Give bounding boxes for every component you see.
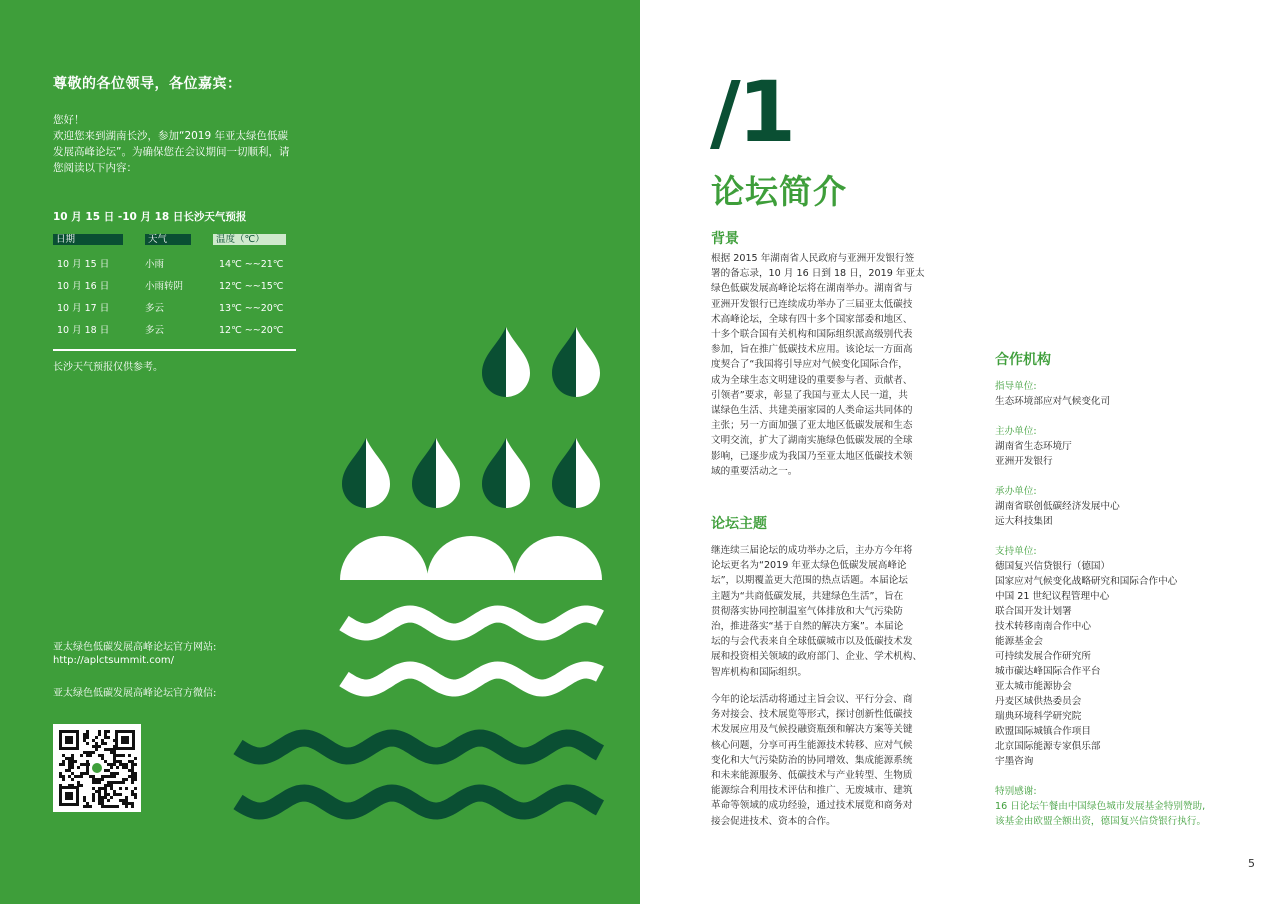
spacer <box>995 529 1245 544</box>
text-line: 丹麦区域供热委员会 <box>995 696 1082 707</box>
text-line: 治，推进落实“基于自然的解决方案”。本届论 <box>711 621 904 633</box>
text-line: 今年的论坛活动将通过主旨会议、平行分会、商 <box>711 694 913 705</box>
partner-group-label: 支持单位: <box>995 546 1037 557</box>
row-temp: 13℃ ~~20℃ <box>219 303 284 314</box>
wave-icon <box>238 793 600 811</box>
intro-line: 欢迎您来到湖南长沙，参加“2019 年亚太绿色低碳 <box>53 130 288 142</box>
text-line: 引领者”要求，彰显了我国与亚太人民一道，共 <box>711 389 908 401</box>
wechat-label: 亚太绿色低碳发展高峰论坛官方微信: <box>53 688 217 699</box>
greeting-title: 尊敬的各位领导，各位嘉宾： <box>53 76 242 92</box>
text-line: 和未来能源服务、低碳技术与产业转型、生物质 <box>711 770 913 782</box>
row-date: 10 月 15 日 <box>57 259 110 270</box>
text-line: 度契合了“我国将引导应对气候变化国际合作， <box>711 359 908 371</box>
partners-heading: 合作机构 <box>995 352 1051 368</box>
page-number: 5 <box>1248 857 1255 870</box>
text-line: 文明交流，扩大了湖南实施绿色低碳发展的全球 <box>711 435 913 447</box>
text-line: 中国 21 世纪议程管理中心 <box>995 591 1110 602</box>
text-line: 主题为“共商低碳发展，共建绿色生活”，旨在 <box>711 590 904 602</box>
partner-group-label: 承办单位: <box>995 486 1037 497</box>
text-line: 变化和大气污染防治的协同增效、集成能源系统 <box>711 754 913 766</box>
text-line: 主张；另一方面加强了亚太地区低碳发展和生态 <box>711 420 913 432</box>
theme-heading: 论坛主题 <box>711 516 767 532</box>
text-line: 瑞典环境科学研究院 <box>995 711 1082 722</box>
wave-icon <box>238 738 600 756</box>
right-page <box>640 0 1280 904</box>
text-line: 宇墨咨询 <box>995 756 1034 767</box>
text-line: 展和投资相关领域的政府部门、企业、学术机构、 <box>711 651 923 663</box>
text-line: 术高峰论坛，全球有四十多个国家部委和地区、 <box>711 313 913 325</box>
spacer <box>995 409 1245 424</box>
text-line: 继连续三届论坛的成功举办之后，主办方今年将 <box>711 545 913 556</box>
text-line: 根据 2015 年湖南省人民政府与亚洲开发银行签 <box>711 253 915 264</box>
text-line: 远大科技集团 <box>995 516 1053 527</box>
partner-group-label: 指导单位: <box>995 381 1037 392</box>
text-line: 坛的与会代表来自全球低碳城市以及低碳技术发 <box>711 636 913 648</box>
text-line: 联合国开发计划署 <box>995 606 1072 617</box>
water-drop-icon <box>412 438 460 508</box>
intro-line: 发展高峰论坛”。为确保您在会议期间一切顺利，请 <box>53 146 290 158</box>
text-line: 亚洲开发银行已连续成功举办了三届亚太低碳技 <box>711 298 913 310</box>
text-line: 技术转移南南合作中心 <box>995 621 1091 632</box>
water-drop-icon <box>552 327 600 397</box>
background-heading: 背景 <box>711 231 739 247</box>
header-weather: 天气 <box>145 234 191 245</box>
row-weather: 小雨转阴 <box>145 281 184 292</box>
water-drop-icon <box>552 438 600 508</box>
weather-note: 长沙天气预报仅供参考。 <box>53 362 163 373</box>
theme-paragraph-2 <box>711 692 937 829</box>
text-line: 能源综合利用技术评估和推广、无废城市、建筑 <box>711 785 913 797</box>
row-date: 10 月 16 日 <box>57 281 110 292</box>
partner-group-label: 主办单位: <box>995 426 1037 437</box>
text-line: 革命等领域的成功经验，通过技术展览和商务对 <box>711 800 913 812</box>
website-url[interactable]: http://aplctsummit.com/ <box>53 655 174 666</box>
text-line: 德国复兴信贷银行（德国） <box>995 561 1111 572</box>
text-line: 接会促进技术、资本的合作。 <box>711 815 836 827</box>
text-line: 术发展应用及气候投融资瓶颈和解决方案等关键 <box>711 724 913 736</box>
text-line: 湖南省联创低碳经济发展中心 <box>995 501 1120 512</box>
header-temp: 温度（℃） <box>213 234 286 245</box>
wave-icon <box>344 614 600 632</box>
text-line: 亚太城市能源协会 <box>995 681 1072 692</box>
text-line: 成为全球生态文明建设的重要参与者、贡献者、 <box>711 374 913 386</box>
text-line: 亚洲开发银行 <box>995 456 1053 467</box>
row-weather: 小雨 <box>145 259 165 270</box>
spacer <box>995 469 1245 484</box>
partner-group-label: 特别感谢: <box>995 786 1037 797</box>
text-line: 生态环境部应对气候变化司 <box>995 396 1111 407</box>
text-line: 论坛更名为“2019 年亚太绿色低碳发展高峰论 <box>711 560 907 572</box>
text-line: 国家应对气候变化战略研究和国际合作中心 <box>995 576 1178 587</box>
text-line: 城市碳达峰国际合作平台 <box>995 666 1101 677</box>
text-line: 欧盟国际城镇合作项目 <box>995 726 1091 737</box>
text-line: 可持续发展合作研究所 <box>995 651 1091 662</box>
text-line: 坛”，以期覆盖更大范围的热点话题。本届论坛 <box>711 575 908 587</box>
intro-line: 您阅读以下内容： <box>53 162 137 174</box>
text-line: 北京国际能源专家俱乐部 <box>995 741 1101 752</box>
text-line: 参加，旨在推广低碳技术应用。该论坛一方面高 <box>711 344 913 356</box>
header-date: 日期 <box>53 234 123 245</box>
section-title: 论坛简介 <box>711 172 847 211</box>
semicircles-icon <box>340 536 602 624</box>
text-line: 十多个联合国有关机构和国际组织派高级别代表 <box>711 329 913 341</box>
wave-icon <box>344 670 600 688</box>
row-date: 10 月 17 日 <box>57 303 110 314</box>
water-drop-icon <box>482 327 530 397</box>
text-line: 贯彻落实协同控制温室气体排放和大气污染防 <box>711 605 903 617</box>
text-line: 谋绿色生活、共建美丽家园的人类命运共同体的 <box>711 405 913 417</box>
text-line: 该基金由欧盟全额出资，德国复兴信贷银行执行。 <box>995 816 1207 827</box>
theme-paragraph-1 <box>711 543 937 680</box>
row-date: 10 月 18 日 <box>57 325 110 336</box>
text-line: 智库机构和国际组织。 <box>711 666 807 678</box>
text-line: 湖南省生态环境厅 <box>995 441 1072 452</box>
text-line: 务对接会、技术展览等形式，探讨创新性低碳技 <box>711 709 913 721</box>
row-weather: 多云 <box>145 303 165 314</box>
row-temp: 14℃ ~~21℃ <box>219 259 284 270</box>
water-drop-icon <box>342 438 390 508</box>
intro-line: 您好！ <box>53 114 85 126</box>
text-line: 16 日论坛午餐由中国绿色城市发展基金特别赞助, <box>995 801 1206 812</box>
text-line: 绿色低碳发展高峰论坛将在湖南举办。湖南省与 <box>711 283 913 295</box>
text-line: 域的重要活动之一。 <box>711 465 798 477</box>
text-line: 核心问题，分享可再生能源技术转移、应对气候 <box>711 739 913 751</box>
water-drop-icon <box>482 438 530 508</box>
text-line: 能源基金会 <box>995 636 1043 647</box>
background-text <box>711 251 937 479</box>
row-temp: 12℃ ~~15℃ <box>219 281 284 292</box>
spacer <box>995 769 1245 784</box>
partners-list <box>995 379 1245 829</box>
section-number: /1 <box>710 63 794 161</box>
row-weather: 多云 <box>145 325 165 336</box>
website-label: 亚太绿色低碳发展高峰论坛官方网站: <box>53 642 217 653</box>
text-line: 影响，已逐步成为我国乃至亚太地区低碳技术领 <box>711 450 913 462</box>
text-line: 署的备忘录，10 月 16 日到 18 日，2019 年亚太 <box>711 268 925 280</box>
weather-title: 10 月 15 日 -10 月 18 日长沙天气预报 <box>53 211 247 223</box>
row-temp: 12℃ ~~20℃ <box>219 325 284 336</box>
